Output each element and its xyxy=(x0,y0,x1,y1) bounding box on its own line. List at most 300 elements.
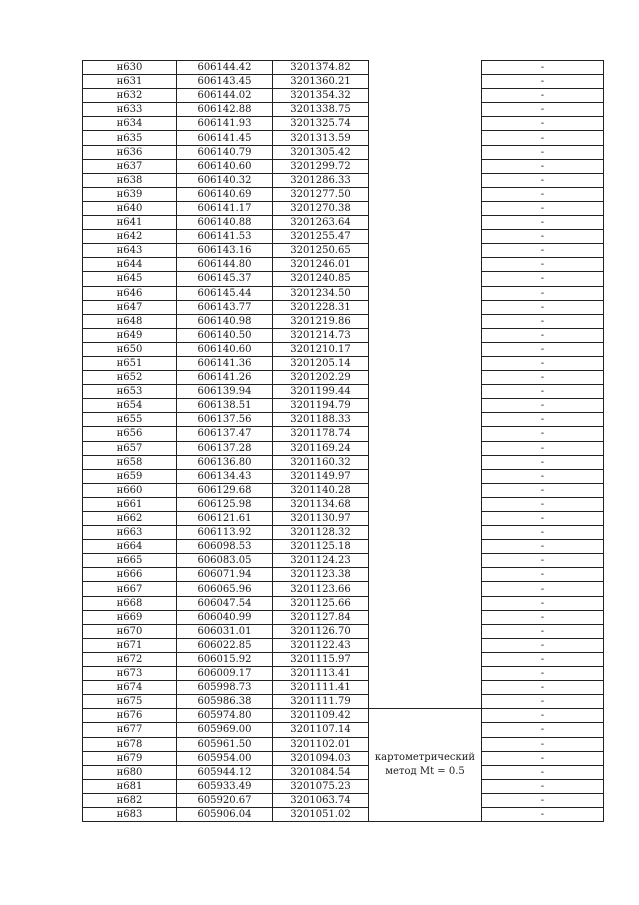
accuracy-dash-cell: - xyxy=(482,258,604,272)
table-row xyxy=(83,526,604,540)
accuracy-dash-cell: - xyxy=(482,272,604,286)
accuracy-dash-cell: - xyxy=(482,779,604,793)
x-coordinate-cell: 606137.56 xyxy=(177,413,273,427)
x-coordinate-cell: 605974.80 xyxy=(177,709,273,723)
y-coordinate-cell: 3201113.41 xyxy=(273,667,369,681)
method-cell-empty xyxy=(369,328,482,342)
table-row xyxy=(83,483,604,497)
accuracy-dash-cell: - xyxy=(482,765,604,779)
accuracy-dash-cell: - xyxy=(482,793,604,807)
point-name-cell: н655 xyxy=(83,413,177,427)
method-cell-empty xyxy=(369,187,482,201)
accuracy-dash-cell: - xyxy=(482,652,604,666)
x-coordinate-cell: 606141.26 xyxy=(177,371,273,385)
method-cell-empty xyxy=(369,582,482,596)
point-name-cell: н670 xyxy=(83,624,177,638)
x-coordinate-cell: 606142.88 xyxy=(177,103,273,117)
table-row xyxy=(83,342,604,356)
method-cell-empty xyxy=(369,272,482,286)
method-cell-empty xyxy=(369,667,482,681)
x-coordinate-cell: 605920.67 xyxy=(177,793,273,807)
y-coordinate-cell: 3201240.85 xyxy=(273,272,369,286)
point-name-cell: н667 xyxy=(83,582,177,596)
table-row xyxy=(83,145,604,159)
point-name-cell: н632 xyxy=(83,89,177,103)
coordinates-table xyxy=(82,60,604,822)
point-name-cell: н674 xyxy=(83,681,177,695)
accuracy-dash-cell: - xyxy=(482,61,604,75)
point-name-cell: н652 xyxy=(83,371,177,385)
y-coordinate-cell: 3201188.33 xyxy=(273,413,369,427)
point-name-cell: н665 xyxy=(83,554,177,568)
point-name-cell: н664 xyxy=(83,540,177,554)
table-row xyxy=(83,314,604,328)
point-name-cell: н668 xyxy=(83,596,177,610)
x-coordinate-cell: 606143.45 xyxy=(177,75,273,89)
y-coordinate-cell: 3201149.97 xyxy=(273,469,369,483)
point-name-cell: н643 xyxy=(83,244,177,258)
x-coordinate-cell: 606143.77 xyxy=(177,300,273,314)
method-cell-empty xyxy=(369,455,482,469)
accuracy-dash-cell: - xyxy=(482,441,604,455)
table-row xyxy=(83,469,604,483)
table-row xyxy=(83,540,604,554)
y-coordinate-cell: 3201228.31 xyxy=(273,300,369,314)
point-name-cell: н630 xyxy=(83,61,177,75)
point-name-cell: н649 xyxy=(83,328,177,342)
point-name-cell: н672 xyxy=(83,652,177,666)
accuracy-dash-cell: - xyxy=(482,667,604,681)
y-coordinate-cell: 3201202.29 xyxy=(273,371,369,385)
x-coordinate-cell: 605933.49 xyxy=(177,779,273,793)
x-coordinate-cell: 606136.80 xyxy=(177,455,273,469)
accuracy-dash-cell: - xyxy=(482,89,604,103)
table-row xyxy=(83,497,604,511)
point-name-cell: н657 xyxy=(83,441,177,455)
table-row xyxy=(83,385,604,399)
x-coordinate-cell: 605906.04 xyxy=(177,807,273,821)
accuracy-dash-cell: - xyxy=(482,187,604,201)
accuracy-dash-cell: - xyxy=(482,737,604,751)
table-row xyxy=(83,89,604,103)
method-cell-empty xyxy=(369,173,482,187)
y-coordinate-cell: 3201360.21 xyxy=(273,75,369,89)
point-name-cell: н677 xyxy=(83,723,177,737)
y-coordinate-cell: 3201199.44 xyxy=(273,385,369,399)
x-coordinate-cell: 606137.47 xyxy=(177,427,273,441)
point-name-cell: н679 xyxy=(83,751,177,765)
table-row xyxy=(83,638,604,652)
accuracy-dash-cell: - xyxy=(482,117,604,131)
point-name-cell: н659 xyxy=(83,469,177,483)
y-coordinate-cell: 3201115.97 xyxy=(273,652,369,666)
accuracy-dash-cell: - xyxy=(482,582,604,596)
y-coordinate-cell: 3201140.28 xyxy=(273,483,369,497)
point-name-cell: н647 xyxy=(83,300,177,314)
y-coordinate-cell: 3201107.14 xyxy=(273,723,369,737)
y-coordinate-cell: 3201313.59 xyxy=(273,131,369,145)
x-coordinate-cell: 606125.98 xyxy=(177,497,273,511)
method-cell-empty xyxy=(369,230,482,244)
y-coordinate-cell: 3201123.66 xyxy=(273,582,369,596)
y-coordinate-cell: 3201263.64 xyxy=(273,216,369,230)
table-row xyxy=(83,61,604,75)
method-cell-empty xyxy=(369,681,482,695)
accuracy-dash-cell: - xyxy=(482,751,604,765)
accuracy-dash-cell: - xyxy=(482,540,604,554)
method-cell-empty xyxy=(369,413,482,427)
table-row xyxy=(83,117,604,131)
accuracy-dash-cell: - xyxy=(482,681,604,695)
table-row xyxy=(83,681,604,695)
table-row xyxy=(83,201,604,215)
method-cell-empty xyxy=(369,638,482,652)
method-cell-empty xyxy=(369,554,482,568)
table-row xyxy=(83,173,604,187)
x-coordinate-cell: 606143.16 xyxy=(177,244,273,258)
method-note-cell: картометрический метод Mt = 0.5 xyxy=(369,709,482,822)
y-coordinate-cell: 3201277.50 xyxy=(273,187,369,201)
y-coordinate-cell: 3201299.72 xyxy=(273,159,369,173)
x-coordinate-cell: 606141.17 xyxy=(177,201,273,215)
x-coordinate-cell: 606144.80 xyxy=(177,258,273,272)
point-name-cell: н675 xyxy=(83,695,177,709)
method-cell-empty xyxy=(369,695,482,709)
y-coordinate-cell: 3201325.74 xyxy=(273,117,369,131)
x-coordinate-cell: 605944.12 xyxy=(177,765,273,779)
method-cell-empty xyxy=(369,131,482,145)
table-row xyxy=(83,328,604,342)
accuracy-dash-cell: - xyxy=(482,695,604,709)
y-coordinate-cell: 3201250.65 xyxy=(273,244,369,258)
x-coordinate-cell: 606140.60 xyxy=(177,342,273,356)
y-coordinate-cell: 3201123.38 xyxy=(273,568,369,582)
accuracy-dash-cell: - xyxy=(482,483,604,497)
method-cell-empty xyxy=(369,540,482,554)
point-name-cell: н631 xyxy=(83,75,177,89)
y-coordinate-cell: 3201063.74 xyxy=(273,793,369,807)
x-coordinate-cell: 606121.61 xyxy=(177,512,273,526)
x-coordinate-cell: 605998.73 xyxy=(177,681,273,695)
accuracy-dash-cell: - xyxy=(482,455,604,469)
x-coordinate-cell: 606140.69 xyxy=(177,187,273,201)
y-coordinate-cell: 3201246.01 xyxy=(273,258,369,272)
y-coordinate-cell: 3201305.42 xyxy=(273,145,369,159)
accuracy-dash-cell: - xyxy=(482,638,604,652)
method-cell-empty xyxy=(369,103,482,117)
table-row xyxy=(83,582,604,596)
table-row xyxy=(83,441,604,455)
accuracy-dash-cell: - xyxy=(482,216,604,230)
y-coordinate-cell: 3201255.47 xyxy=(273,230,369,244)
point-name-cell: н638 xyxy=(83,173,177,187)
method-cell-empty xyxy=(369,117,482,131)
x-coordinate-cell: 606083.05 xyxy=(177,554,273,568)
y-coordinate-cell: 3201205.14 xyxy=(273,356,369,370)
point-name-cell: н683 xyxy=(83,807,177,821)
method-cell-empty xyxy=(369,61,482,75)
method-cell-empty xyxy=(369,596,482,610)
accuracy-dash-cell: - xyxy=(482,173,604,187)
accuracy-dash-cell: - xyxy=(482,526,604,540)
point-name-cell: н646 xyxy=(83,286,177,300)
y-coordinate-cell: 3201234.50 xyxy=(273,286,369,300)
x-coordinate-cell: 606140.60 xyxy=(177,159,273,173)
x-coordinate-cell: 606141.53 xyxy=(177,230,273,244)
table-row xyxy=(83,258,604,272)
accuracy-dash-cell: - xyxy=(482,709,604,723)
y-coordinate-cell: 3201102.01 xyxy=(273,737,369,751)
x-coordinate-cell: 606140.32 xyxy=(177,173,273,187)
y-coordinate-cell: 3201111.79 xyxy=(273,695,369,709)
x-coordinate-cell: 606134.43 xyxy=(177,469,273,483)
x-coordinate-cell: 606141.93 xyxy=(177,117,273,131)
table-row xyxy=(83,286,604,300)
method-cell-empty xyxy=(369,526,482,540)
x-coordinate-cell: 606047.54 xyxy=(177,596,273,610)
table-row xyxy=(83,512,604,526)
point-name-cell: н663 xyxy=(83,526,177,540)
table-row xyxy=(83,399,604,413)
table-row xyxy=(83,695,604,709)
accuracy-dash-cell: - xyxy=(482,610,604,624)
x-coordinate-cell: 606022.85 xyxy=(177,638,273,652)
y-coordinate-cell: 3201124.23 xyxy=(273,554,369,568)
accuracy-dash-cell: - xyxy=(482,413,604,427)
x-coordinate-cell: 605986.38 xyxy=(177,695,273,709)
point-name-cell: н642 xyxy=(83,230,177,244)
x-coordinate-cell: 606098.53 xyxy=(177,540,273,554)
x-coordinate-cell: 606137.28 xyxy=(177,441,273,455)
y-coordinate-cell: 3201084.54 xyxy=(273,765,369,779)
table-row xyxy=(83,75,604,89)
table-row xyxy=(83,272,604,286)
y-coordinate-cell: 3201286.33 xyxy=(273,173,369,187)
point-name-cell: н650 xyxy=(83,342,177,356)
y-coordinate-cell: 3201125.66 xyxy=(273,596,369,610)
y-coordinate-cell: 3201210.17 xyxy=(273,342,369,356)
table-row xyxy=(83,413,604,427)
accuracy-dash-cell: - xyxy=(482,159,604,173)
point-name-cell: н654 xyxy=(83,399,177,413)
accuracy-dash-cell: - xyxy=(482,145,604,159)
x-coordinate-cell: 606141.45 xyxy=(177,131,273,145)
method-cell-empty xyxy=(369,244,482,258)
accuracy-dash-cell: - xyxy=(482,103,604,117)
accuracy-dash-cell: - xyxy=(482,427,604,441)
accuracy-dash-cell: - xyxy=(482,75,604,89)
point-name-cell: н640 xyxy=(83,201,177,215)
method-cell-empty xyxy=(369,75,482,89)
accuracy-dash-cell: - xyxy=(482,131,604,145)
table-row xyxy=(83,216,604,230)
table-row xyxy=(83,568,604,582)
x-coordinate-cell: 606144.02 xyxy=(177,89,273,103)
x-coordinate-cell: 606138.51 xyxy=(177,399,273,413)
method-cell-empty xyxy=(369,216,482,230)
table-row xyxy=(83,596,604,610)
table-row xyxy=(83,723,604,737)
x-coordinate-cell: 606145.37 xyxy=(177,272,273,286)
coordinates-table-body xyxy=(83,61,604,822)
y-coordinate-cell: 3201051.02 xyxy=(273,807,369,821)
table-row xyxy=(83,610,604,624)
table-row xyxy=(83,356,604,370)
method-cell-empty xyxy=(369,89,482,103)
accuracy-dash-cell: - xyxy=(482,399,604,413)
accuracy-dash-cell: - xyxy=(482,244,604,258)
accuracy-dash-cell: - xyxy=(482,807,604,821)
y-coordinate-cell: 3201219.86 xyxy=(273,314,369,328)
table-row xyxy=(83,300,604,314)
point-name-cell: н651 xyxy=(83,356,177,370)
method-cell-empty xyxy=(369,159,482,173)
y-coordinate-cell: 3201374.82 xyxy=(273,61,369,75)
y-coordinate-cell: 3201094.03 xyxy=(273,751,369,765)
point-name-cell: н660 xyxy=(83,483,177,497)
point-name-cell: н636 xyxy=(83,145,177,159)
y-coordinate-cell: 3201127.84 xyxy=(273,610,369,624)
y-coordinate-cell: 3201194.79 xyxy=(273,399,369,413)
method-cell-empty xyxy=(369,258,482,272)
point-name-cell: н645 xyxy=(83,272,177,286)
accuracy-dash-cell: - xyxy=(482,201,604,215)
accuracy-dash-cell: - xyxy=(482,286,604,300)
accuracy-dash-cell: - xyxy=(482,230,604,244)
y-coordinate-cell: 3201125.18 xyxy=(273,540,369,554)
accuracy-dash-cell: - xyxy=(482,356,604,370)
point-name-cell: н666 xyxy=(83,568,177,582)
table-row xyxy=(83,667,604,681)
accuracy-dash-cell: - xyxy=(482,624,604,638)
x-coordinate-cell: 606065.96 xyxy=(177,582,273,596)
method-cell-empty xyxy=(369,201,482,215)
method-cell-empty xyxy=(369,342,482,356)
x-coordinate-cell: 606144.42 xyxy=(177,61,273,75)
table-row xyxy=(83,624,604,638)
method-cell-empty xyxy=(369,441,482,455)
table-row xyxy=(83,131,604,145)
table-row xyxy=(83,652,604,666)
point-name-cell: н671 xyxy=(83,638,177,652)
point-name-cell: н656 xyxy=(83,427,177,441)
accuracy-dash-cell: - xyxy=(482,371,604,385)
method-cell-empty xyxy=(369,371,482,385)
accuracy-dash-cell: - xyxy=(482,342,604,356)
method-cell-empty xyxy=(369,568,482,582)
y-coordinate-cell: 3201338.75 xyxy=(273,103,369,117)
y-coordinate-cell: 3201126.70 xyxy=(273,624,369,638)
table-row xyxy=(83,455,604,469)
x-coordinate-cell: 606071.94 xyxy=(177,568,273,582)
point-name-cell: н680 xyxy=(83,765,177,779)
y-coordinate-cell: 3201075.23 xyxy=(273,779,369,793)
table-row xyxy=(83,230,604,244)
y-coordinate-cell: 3201270.38 xyxy=(273,201,369,215)
x-coordinate-cell: 606140.98 xyxy=(177,314,273,328)
accuracy-dash-cell: - xyxy=(482,596,604,610)
table-row xyxy=(83,779,604,793)
accuracy-dash-cell: - xyxy=(482,554,604,568)
accuracy-dash-cell: - xyxy=(482,568,604,582)
x-coordinate-cell: 606015.92 xyxy=(177,652,273,666)
table-row xyxy=(83,554,604,568)
x-coordinate-cell: 606140.50 xyxy=(177,328,273,342)
point-name-cell: н637 xyxy=(83,159,177,173)
y-coordinate-cell: 3201178.74 xyxy=(273,427,369,441)
y-coordinate-cell: 3201111.41 xyxy=(273,681,369,695)
point-name-cell: н661 xyxy=(83,497,177,511)
point-name-cell: н644 xyxy=(83,258,177,272)
y-coordinate-cell: 3201214.73 xyxy=(273,328,369,342)
point-name-cell: н662 xyxy=(83,512,177,526)
y-coordinate-cell: 3201122.43 xyxy=(273,638,369,652)
method-cell-empty xyxy=(369,356,482,370)
method-cell-empty xyxy=(369,427,482,441)
method-cell-empty xyxy=(369,300,482,314)
table-row xyxy=(83,765,604,779)
method-cell-empty xyxy=(369,145,482,159)
method-cell-empty xyxy=(369,652,482,666)
point-name-cell: н633 xyxy=(83,103,177,117)
table-row xyxy=(83,427,604,441)
accuracy-dash-cell: - xyxy=(482,723,604,737)
accuracy-dash-cell: - xyxy=(482,385,604,399)
point-name-cell: н678 xyxy=(83,737,177,751)
y-coordinate-cell: 3201130.97 xyxy=(273,512,369,526)
y-coordinate-cell: 3201128.32 xyxy=(273,526,369,540)
table-row xyxy=(83,103,604,117)
x-coordinate-cell: 606139.94 xyxy=(177,385,273,399)
method-cell-empty xyxy=(369,399,482,413)
x-coordinate-cell: 605954.00 xyxy=(177,751,273,765)
point-name-cell: н634 xyxy=(83,117,177,131)
x-coordinate-cell: 605961.50 xyxy=(177,737,273,751)
x-coordinate-cell: 606141.36 xyxy=(177,356,273,370)
table-row xyxy=(83,709,604,723)
point-name-cell: н635 xyxy=(83,131,177,145)
table-row xyxy=(83,807,604,821)
x-coordinate-cell: 606031.01 xyxy=(177,624,273,638)
accuracy-dash-cell: - xyxy=(482,469,604,483)
point-name-cell: н658 xyxy=(83,455,177,469)
point-name-cell: н681 xyxy=(83,779,177,793)
table-row xyxy=(83,371,604,385)
table-row xyxy=(83,793,604,807)
point-name-cell: н669 xyxy=(83,610,177,624)
method-cell-empty xyxy=(369,497,482,511)
x-coordinate-cell: 605969.00 xyxy=(177,723,273,737)
method-cell-empty xyxy=(369,512,482,526)
x-coordinate-cell: 606140.79 xyxy=(177,145,273,159)
y-coordinate-cell: 3201169.24 xyxy=(273,441,369,455)
table-row xyxy=(83,751,604,765)
table-row xyxy=(83,737,604,751)
accuracy-dash-cell: - xyxy=(482,300,604,314)
table-row xyxy=(83,244,604,258)
table-row xyxy=(83,187,604,201)
method-cell-empty xyxy=(369,314,482,328)
point-name-cell: н673 xyxy=(83,667,177,681)
x-coordinate-cell: 606145.44 xyxy=(177,286,273,300)
y-coordinate-cell: 3201354.32 xyxy=(273,89,369,103)
method-cell-empty xyxy=(369,286,482,300)
x-coordinate-cell: 606040.99 xyxy=(177,610,273,624)
point-name-cell: н653 xyxy=(83,385,177,399)
accuracy-dash-cell: - xyxy=(482,512,604,526)
point-name-cell: н641 xyxy=(83,216,177,230)
x-coordinate-cell: 606129.68 xyxy=(177,483,273,497)
